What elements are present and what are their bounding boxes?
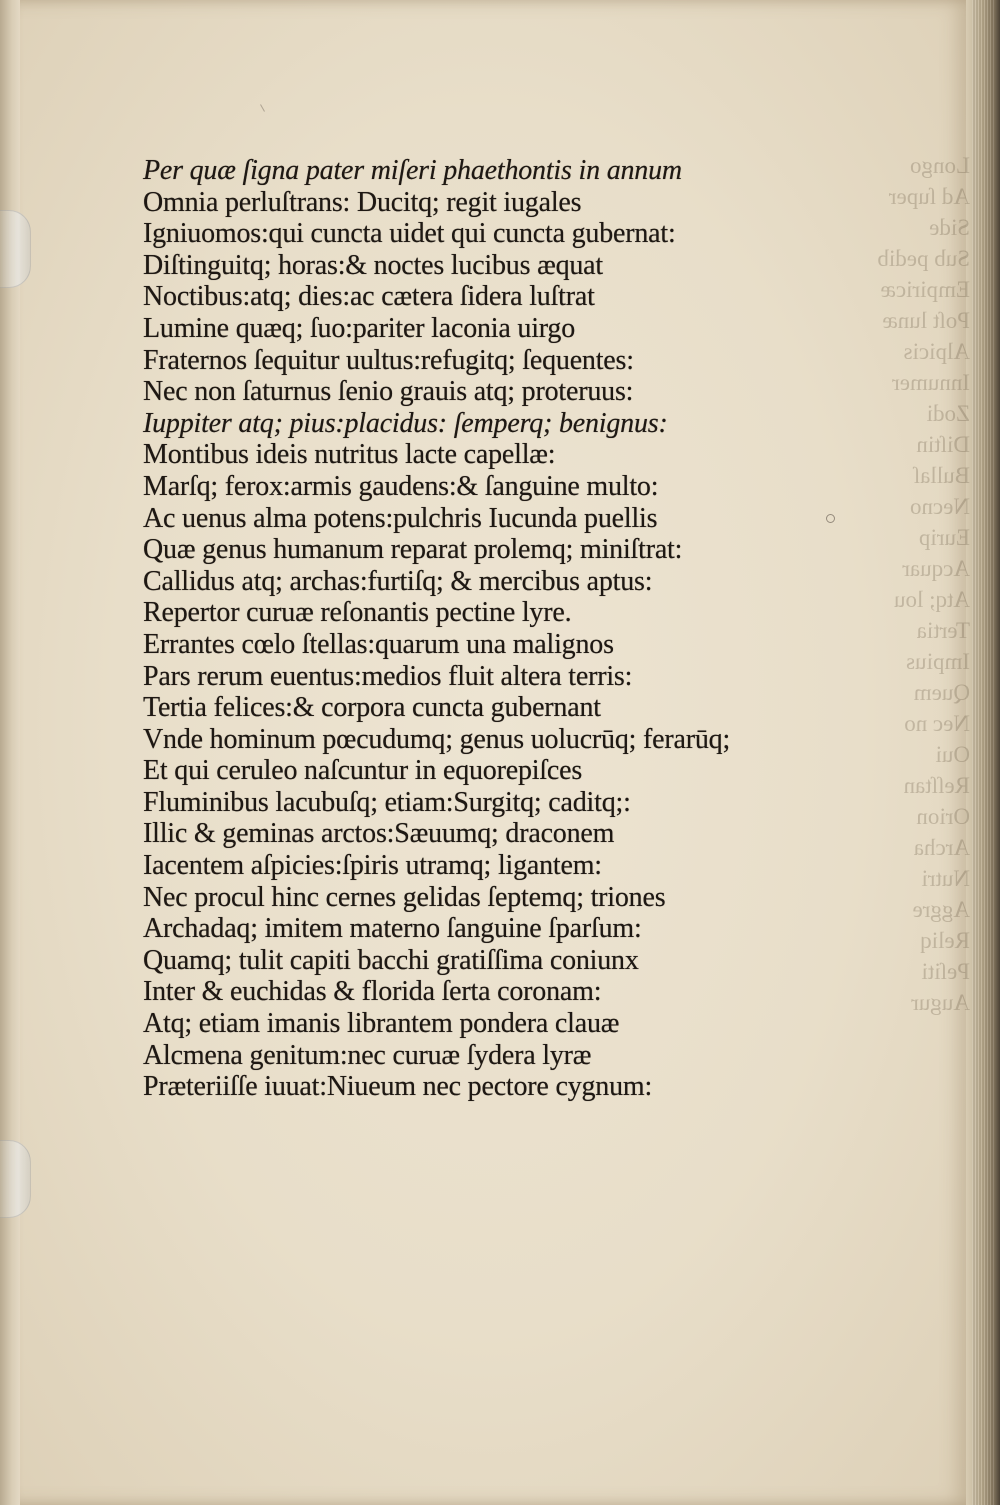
verse-line-12: Ac uenus alma potens:pulchris Iucunda puellis (143, 502, 658, 534)
verse-line-17: Pars rerum euentus:medios fluit altera terris: (143, 660, 633, 692)
verse-line-2: Omnia perluſtrans: Ducitq; regit iugales (143, 186, 582, 218)
verse-line-30: Præteriiſſe iuuat:Niueum nec pectore cygnum: (143, 1071, 653, 1103)
page-fore-edge (966, 0, 1000, 1505)
verse-line-25: Archadaq; imitem materno ſanguine ſparſum: (143, 913, 642, 945)
verse-line-9: Iuppiter atq; pius:placidus: ſemperq; benignus: (143, 407, 668, 439)
verse-line-1: Per quæ ſigna pater miſeri phaethontis in annum (143, 155, 682, 186)
show-through-bleed: Longo Ad ſuper Side Sub pedib Empiricæ Poſt lunæ Alpicis Innumer Zodi Diſtin Bullaſ Necno Eurip Acquar Atq; lou Tertia Impius Quem Nec no Oui Reſſtan Orion Archa Nutri Aggre Reliq Peſiti Augur (877, 153, 970, 1015)
verse-line-4: Diſtinguitq; horas:& noctes lucibus æquat (143, 249, 603, 281)
binding-clip-top (0, 210, 31, 288)
verse-line-27: Inter & euchidas & florida ſerta coronam: (143, 976, 602, 1008)
verse-line-18: Tertia felices:& corpora cuncta gubernant (143, 692, 601, 724)
verse-line-13: Quæ genus humanum reparat prolemq; miniſtrat: (143, 534, 683, 566)
verse-line-23: Iacentem aſpicies:ſpiris utramq; ligantem: (143, 850, 602, 882)
verse-line-24: Nec procul hinc cernes gelidas ſeptemq; triones (143, 881, 666, 913)
verse-line-5: Noctibus:atq; dies:ac cætera ſidera luſtrat (143, 281, 595, 313)
verse-line-6: Lumine quæq; ſuo:pariter laconia uirgo (143, 312, 576, 344)
verse-line-7: Fraternos ſequitur uultus:refugitq; ſequentes: (143, 344, 634, 376)
verse-line-19: Vnde hominum pœcudumq; genus uolucrūq; ferarūq; (143, 723, 731, 755)
verse-line-3: Igniuomos:qui cuncta uidet qui cuncta gubernat: (143, 218, 676, 250)
verse-line-22: Illic & geminas arctos:Sæuumq; draconem (143, 818, 615, 850)
verse-line-20: Et qui ceruleo naſcuntur in equorepiſces (143, 755, 583, 787)
verse-line-14: Callidus atq; archas:furtiſq; & mercibus aptus: (143, 565, 653, 597)
verse-line-29: Alcmena genitum:nec curuæ ſydera lyræ (143, 1039, 592, 1071)
verse-line-15: Repertor curuæ reſonantis pectine lyre. (143, 597, 572, 629)
verse-line-11: Marſq; ferox:armis gaudens:& ſanguine multo: (143, 470, 659, 502)
binding-clip-bottom (0, 1140, 31, 1218)
verse-line-8: Nec non ſaturnus ſenio grauis atq; proteruus: (143, 376, 634, 408)
verse-line-26: Quamq; tulit capiti bacchi gratiſſima coniunx (143, 944, 639, 976)
verse-line-16: Errantes cœlo ſtellas:quarum una malignos (143, 628, 614, 660)
verse-line-28: Atq; etiam imanis librantem pondera clauæ (143, 1008, 620, 1040)
verse-text-block (143, 155, 903, 1103)
verse-line-21: Fluminibus lacubuſq; etiam:Surgitq; caditq;: (143, 786, 631, 818)
verse-line-10: Montibus ideis nutritus lacte capellæ: (143, 439, 556, 471)
